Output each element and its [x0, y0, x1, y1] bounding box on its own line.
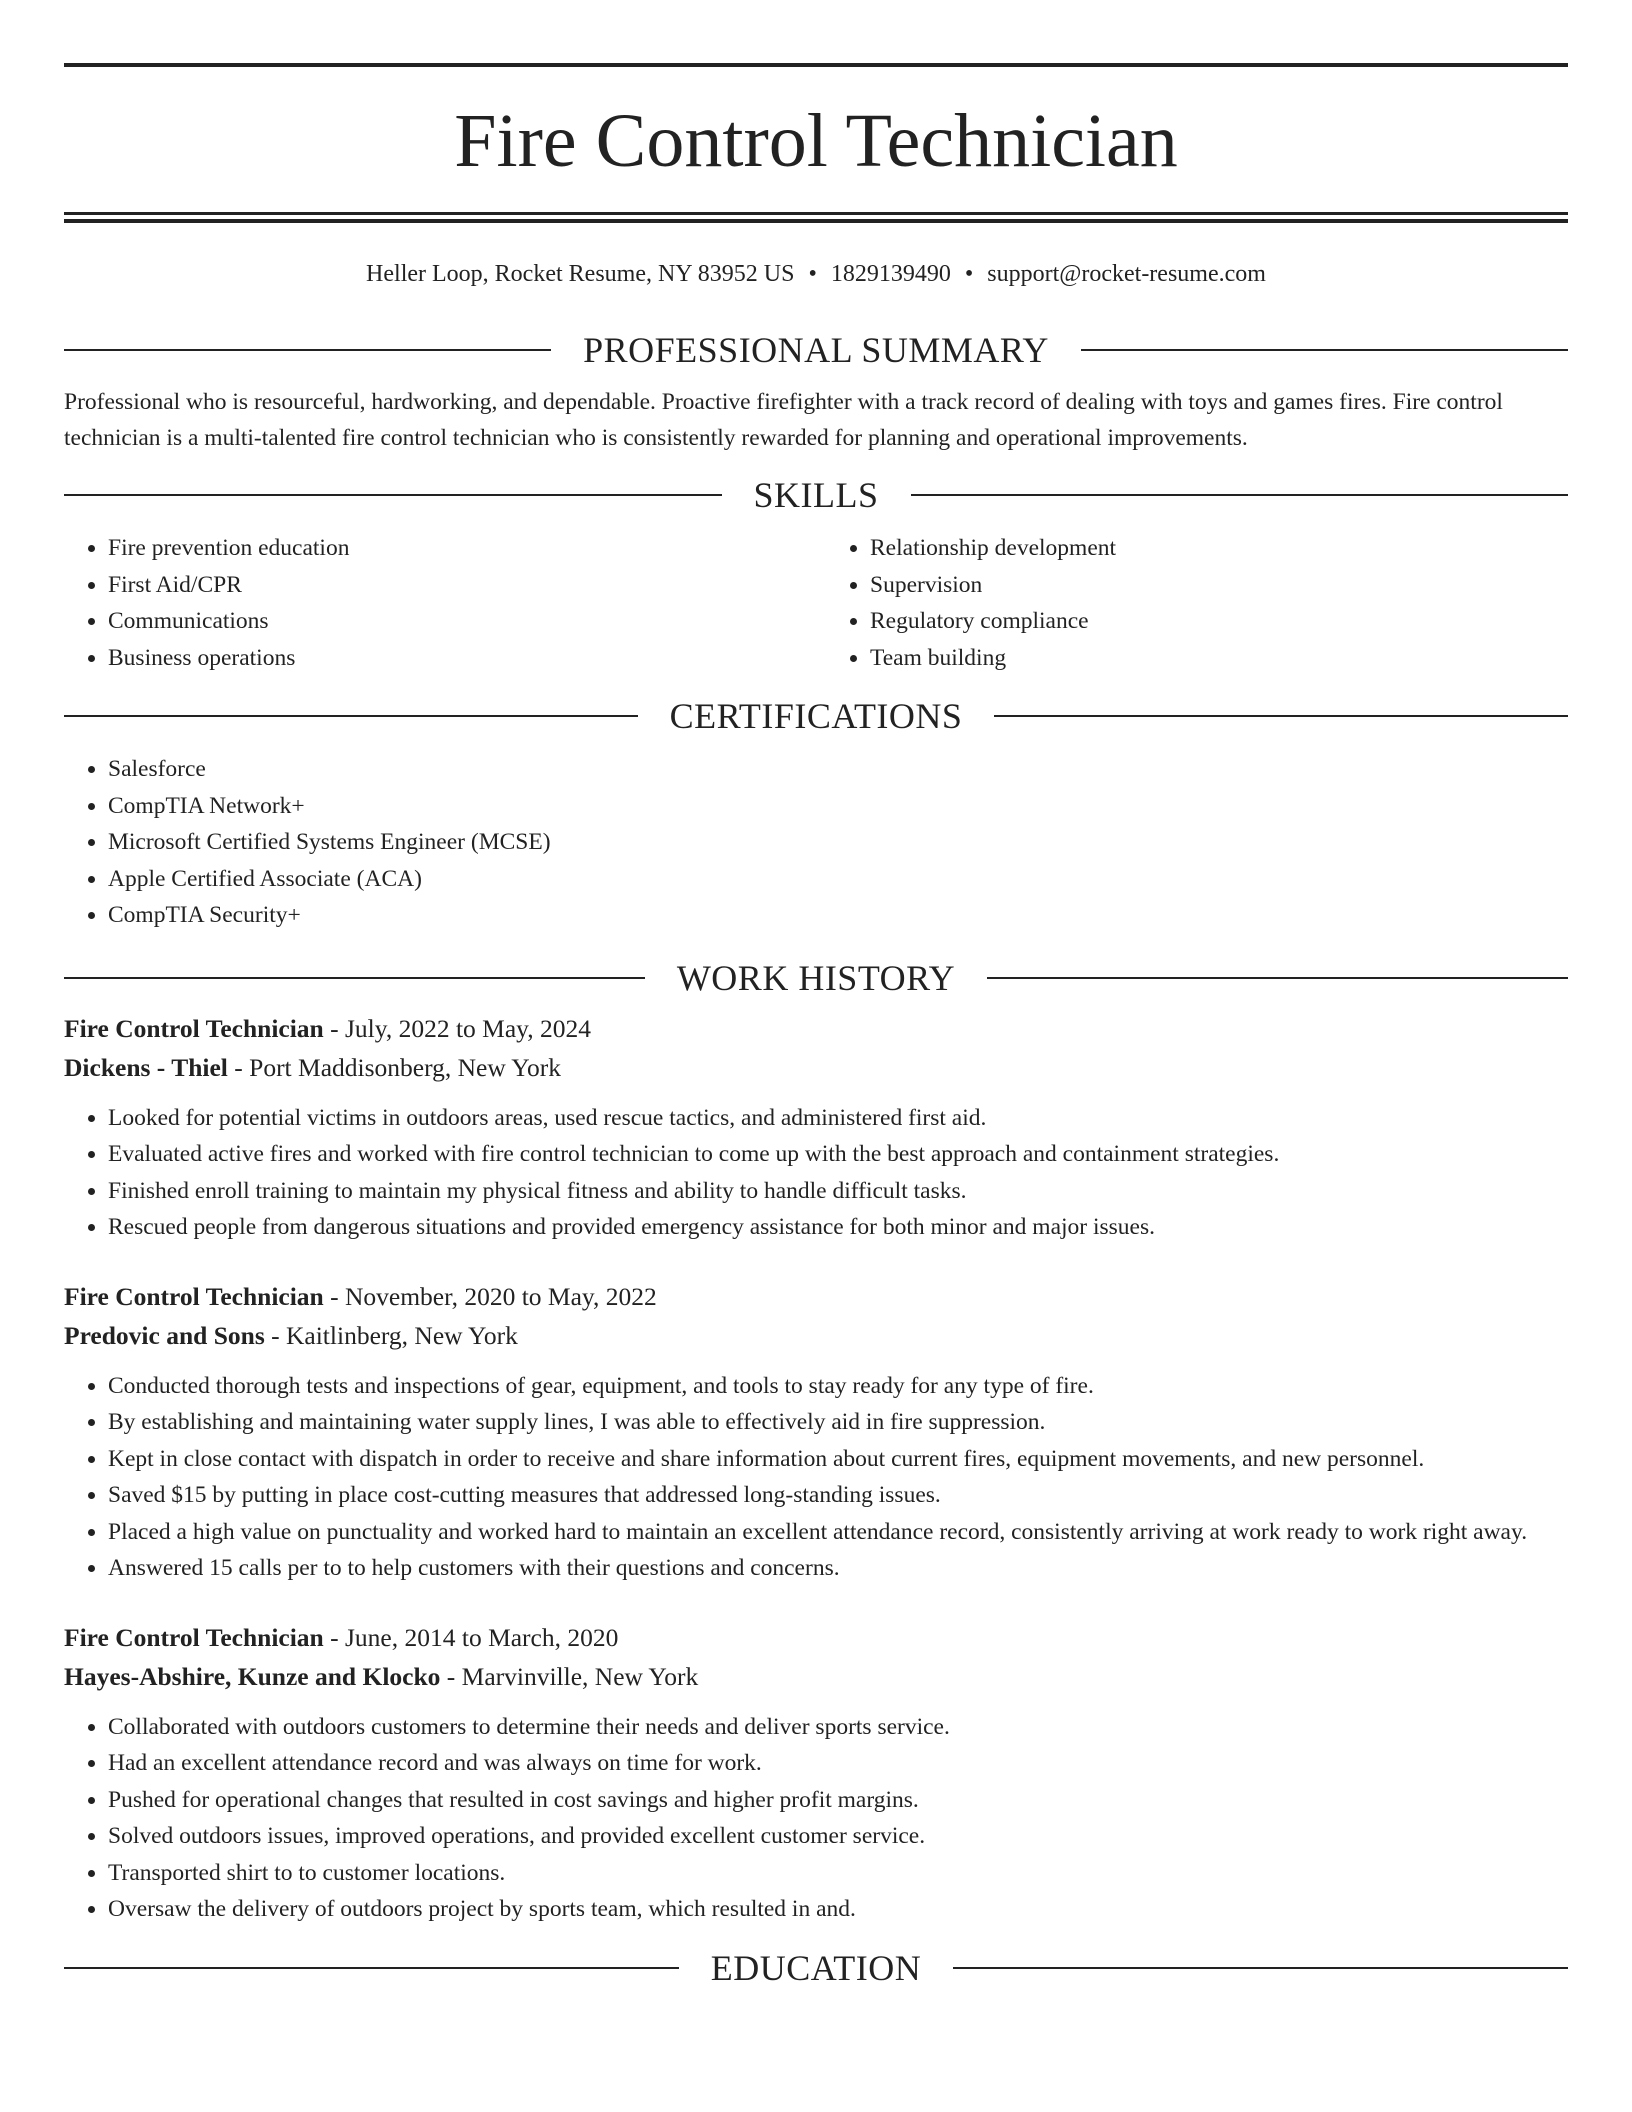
contact-email: support@rocket-resume.com — [987, 261, 1266, 287]
job-bullets — [64, 1709, 1568, 1928]
skill-item: • Relationship development — [870, 530, 1568, 567]
job-bullet: • Placed a high value on punctuality and worked hard to maintain an excellent attendance record, consistently arriving at work ready to work right away. — [108, 1514, 1568, 1551]
job-bullet: • Solved outdoors issues, improved operations, and provided excellent customer service. — [108, 1818, 1568, 1855]
job-company-line — [64, 1316, 1568, 1355]
job-company-line — [64, 1048, 1568, 1087]
job-bullet: • Conducted thorough tests and inspections of gear, equipment, and tools to stay ready for any type of fire. — [108, 1368, 1568, 1405]
heading-rule-right — [994, 715, 1568, 717]
job-title-line — [64, 1009, 1568, 1048]
contact-separator: • — [808, 261, 817, 287]
job-title-line — [64, 1277, 1568, 1316]
job-bullets — [64, 1100, 1568, 1246]
contact-phone: 1829139490 — [830, 261, 951, 287]
contact-line — [64, 259, 1568, 289]
job-bullet: • Had an excellent attendance record and was always on time for work. — [108, 1745, 1568, 1782]
job-title: Fire Control Technician — [64, 1013, 324, 1043]
work-history-heading — [64, 956, 1568, 1000]
job-company: Dickens - Thiel — [64, 1052, 228, 1082]
job-bullet: • Rescued people from dangerous situations and provided emergency assistance for both minor and major issues. — [108, 1209, 1568, 1246]
heading-rule-left — [64, 977, 645, 979]
top-rule — [64, 63, 1568, 67]
skills-heading — [64, 473, 1568, 517]
job-company-line — [64, 1657, 1568, 1696]
job-dates: - November, 2020 to May, 2022 — [323, 1281, 657, 1311]
job-location: - Port Maddisonberg, New York — [227, 1052, 562, 1082]
certification-item: • Microsoft Certified Systems Engineer (MCSE) — [108, 824, 1568, 861]
skill-item: • Supervision — [870, 567, 1568, 604]
job-location: - Kaitlinberg, New York — [264, 1320, 518, 1350]
skill-item: • Communications — [108, 603, 806, 640]
skill-item: • Business operations — [108, 640, 806, 677]
job-dates: - June, 2014 to March, 2020 — [323, 1622, 619, 1652]
title-double-rule — [64, 212, 1568, 223]
job-title: Fire Control Technician — [64, 1281, 324, 1311]
job-dates: - July, 2022 to May, 2024 — [323, 1013, 592, 1043]
job-bullet: • Answered 15 calls per to to help customers with their questions and concerns. — [108, 1550, 1568, 1587]
certification-item: • Salesforce — [108, 751, 1568, 788]
contact-address: Heller Loop, Rocket Resume, NY 83952 US — [366, 261, 795, 287]
job-company: Hayes-Abshire, Kunze and Klocko — [64, 1661, 441, 1691]
job-bullet: • Saved $15 by putting in place cost-cutting measures that addressed long-standing issues. — [108, 1477, 1568, 1514]
certification-item: • Apple Certified Associate (ACA) — [108, 861, 1568, 898]
job-bullets — [64, 1368, 1568, 1587]
skills-column-left — [64, 530, 806, 676]
job-bullet: • Collaborated with outdoors customers to determine their needs and deliver sports service. — [108, 1709, 1568, 1746]
job-entry — [64, 1009, 1568, 1246]
job-bullet: • Evaluated active fires and worked with fire control technician to come up with the best approach and containment strategies. — [108, 1136, 1568, 1173]
summary-heading — [64, 328, 1568, 372]
work-history-heading-label: WORK HISTORY — [676, 957, 956, 998]
job-bullet: • Finished enroll training to maintain my physical fitness and ability to handle difficult tasks. — [108, 1173, 1568, 1210]
skill-item: • First Aid/CPR — [108, 567, 806, 604]
skill-item: • Team building — [870, 640, 1568, 677]
certification-item: • CompTIA Network+ — [108, 788, 1568, 825]
skills-heading-label: SKILLS — [753, 475, 879, 515]
certifications-list — [64, 751, 1568, 934]
skills-column-right — [826, 530, 1568, 676]
heading-rule-right — [953, 1967, 1568, 1969]
education-heading — [64, 1946, 1568, 1990]
skill-item: • Regulatory compliance — [870, 603, 1568, 640]
heading-rule-right — [911, 494, 1569, 496]
job-entry — [64, 1618, 1568, 1928]
job-title-line — [64, 1618, 1568, 1657]
job-bullet: • By establishing and maintaining water supply lines, I was able to effectively aid in fire suppression. — [108, 1404, 1568, 1441]
job-bullet: • Looked for potential victims in outdoors areas, used rescue tactics, and administered first aid. — [108, 1100, 1568, 1137]
job-bullet: • Transported shirt to to customer locations. — [108, 1855, 1568, 1892]
certifications-heading-label: CERTIFICATIONS — [669, 696, 963, 736]
skills-list — [64, 530, 1568, 676]
summary-heading-label: PROFESSIONAL SUMMARY — [583, 330, 1049, 370]
heading-rule-left — [64, 715, 638, 717]
job-bullet: • Pushed for operational changes that resulted in cost savings and higher profit margins. — [108, 1782, 1568, 1819]
job-bullet: • Kept in close contact with dispatch in order to receive and share information about current fires, equipment movements, and new personnel. — [108, 1441, 1568, 1478]
job-location: - Marvinville, New York — [440, 1661, 699, 1691]
heading-rule-left — [64, 494, 722, 496]
job-company: Predovic and Sons — [64, 1320, 265, 1350]
job-entry — [64, 1277, 1568, 1587]
heading-rule-left — [64, 349, 551, 351]
resume-title: Fire Control Technician — [454, 99, 1178, 183]
certification-item: • CompTIA Security+ — [108, 897, 1568, 934]
heading-rule-left — [64, 1967, 679, 1969]
heading-rule-right — [1081, 349, 1568, 351]
heading-rule-right — [987, 977, 1568, 979]
job-title: Fire Control Technician — [64, 1622, 324, 1652]
certifications-heading — [64, 694, 1568, 738]
contact-separator: • — [964, 261, 974, 287]
resume-page — [64, 63, 1568, 1990]
education-heading-label: EDUCATION — [710, 1947, 922, 1988]
job-bullet: • Oversaw the delivery of outdoors project by sports team, which resulted in and. — [108, 1891, 1568, 1928]
summary-text: Professional who is resourceful, hardworking, and dependable. Proactive firefighter with a track record of dealing with toys and games fires. Fire control technician is a multi-talented fire control technician who is consistently rewarded for planning and operational improvements. — [64, 389, 1503, 451]
skill-item: • Fire prevention education — [108, 530, 806, 567]
